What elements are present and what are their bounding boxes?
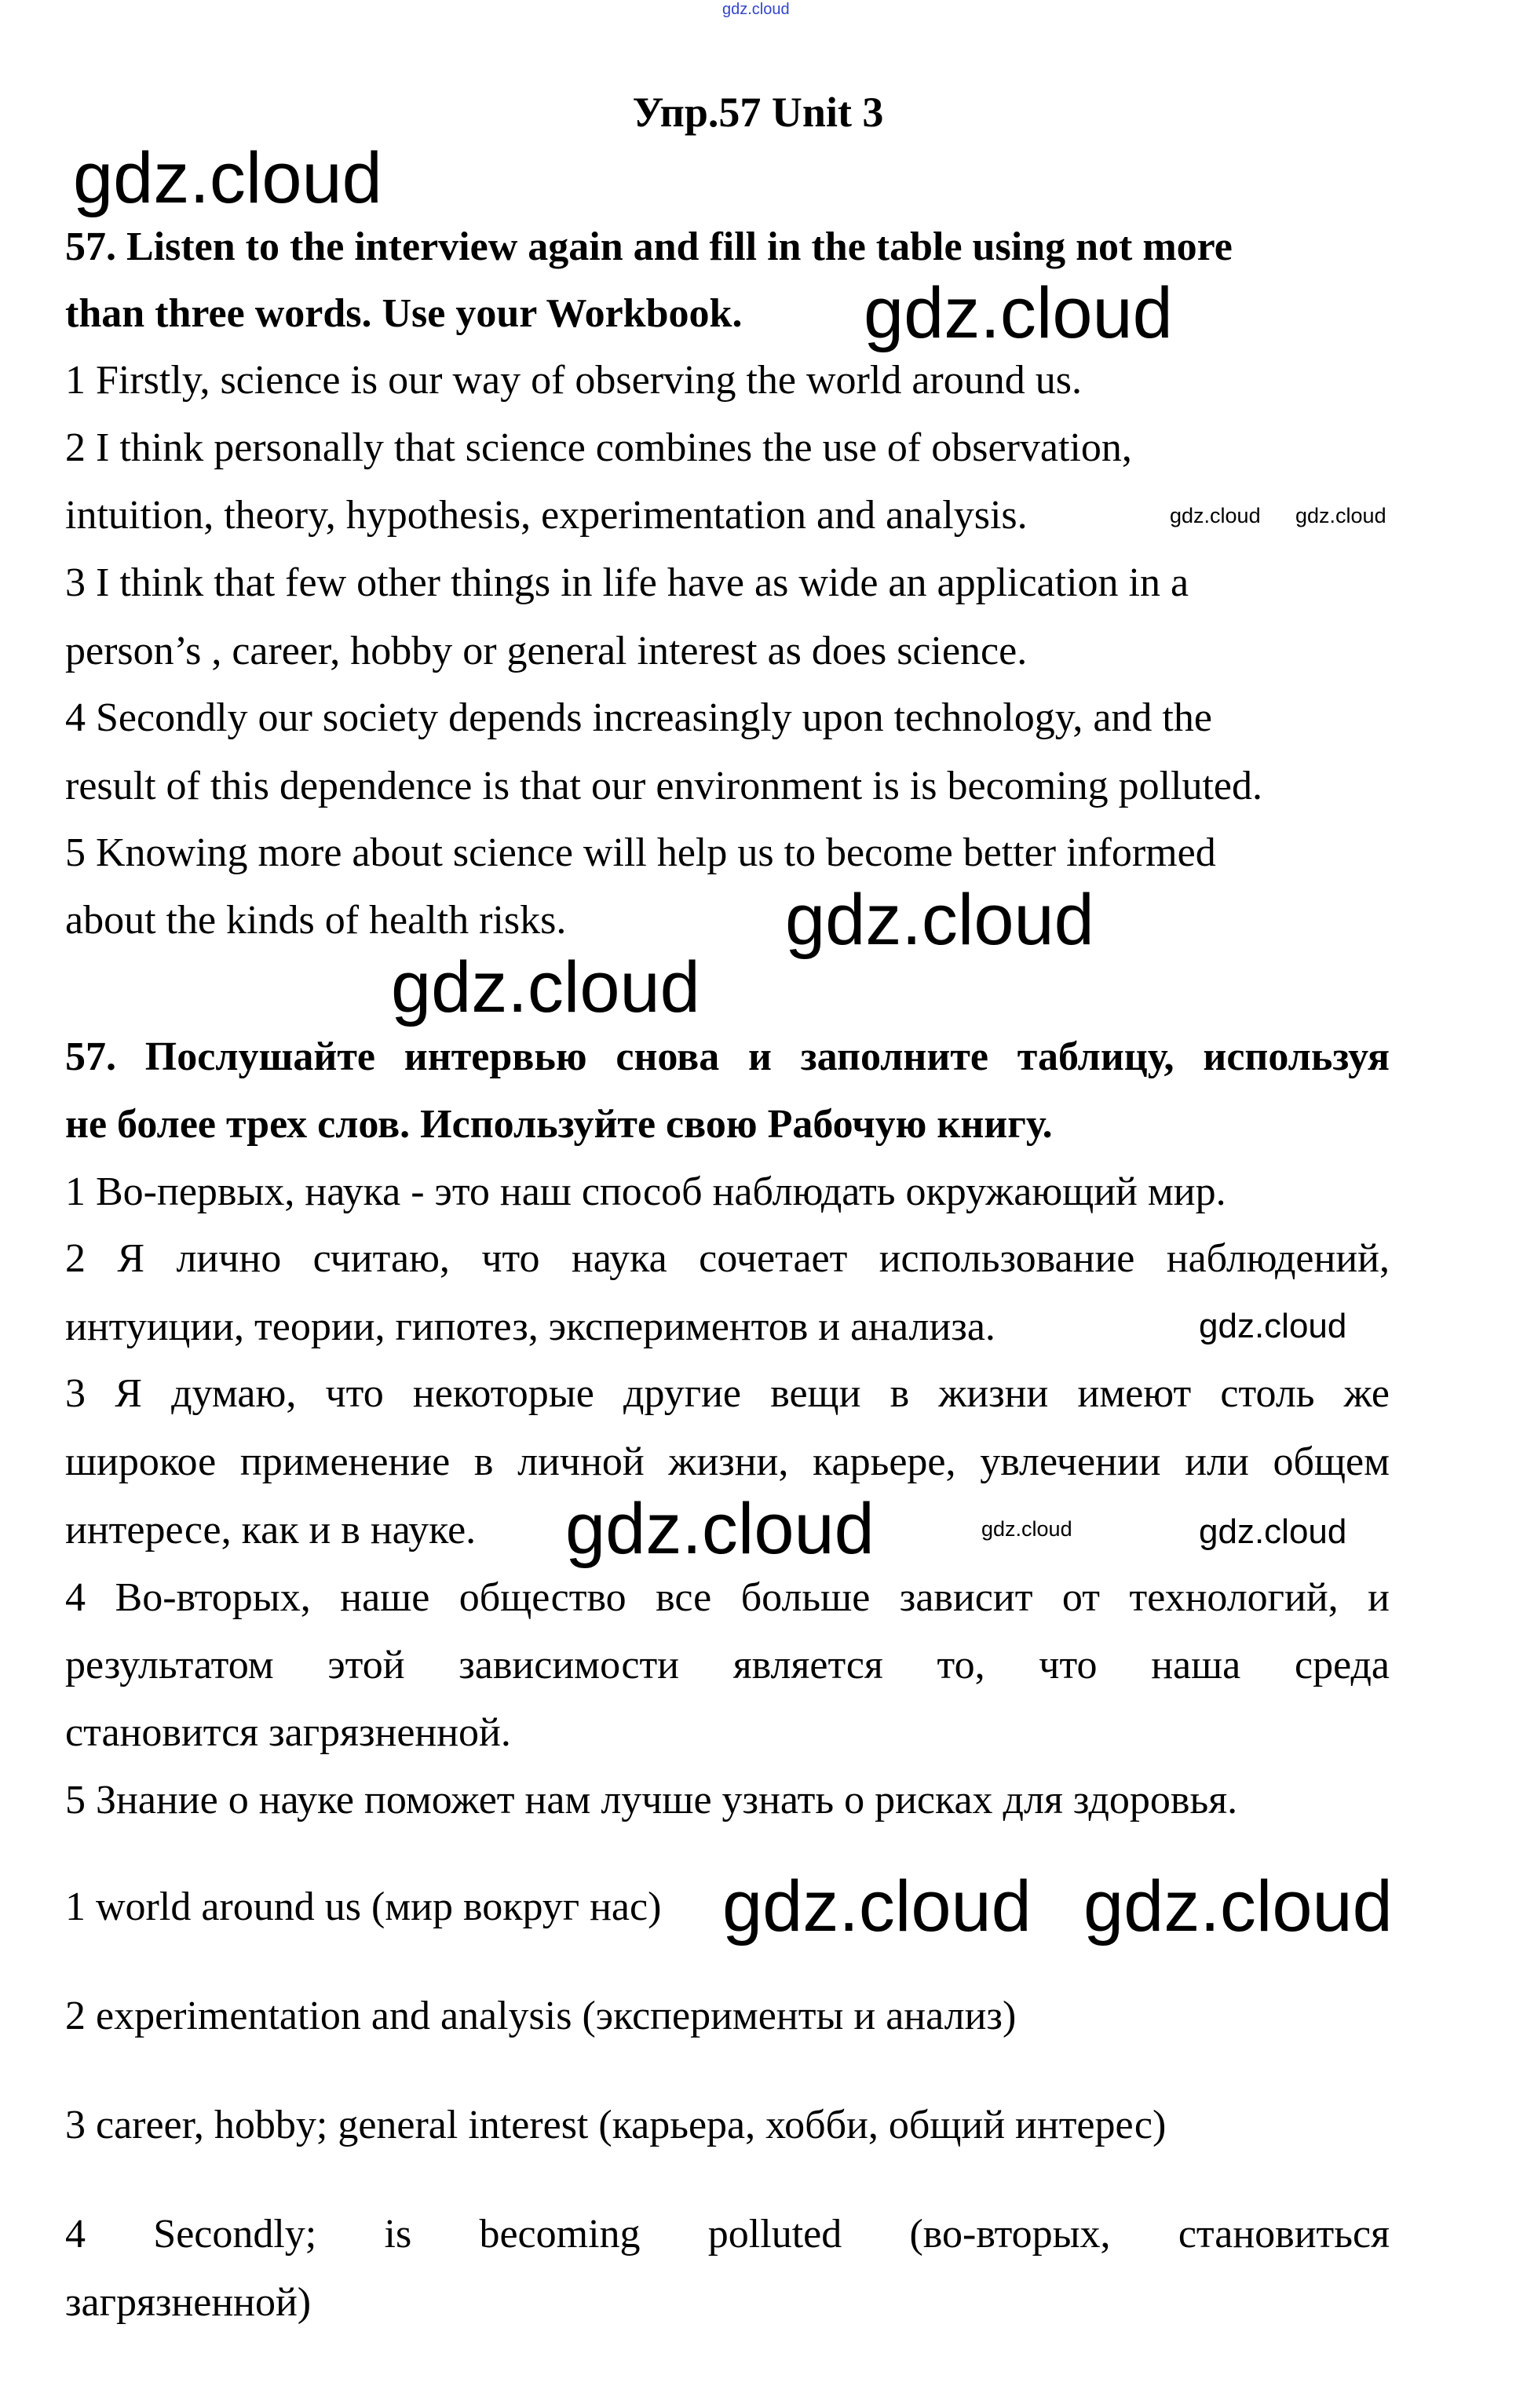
russian-line: 1 Во-первых, наука - это наш способ наблюдать окружающий мир. <box>65 1169 1226 1214</box>
watermark: gdz.cloud <box>73 138 382 218</box>
watermark: gdz.cloud <box>981 1517 1072 1541</box>
watermark: gdz.cloud <box>565 1489 875 1569</box>
russian-line: 2 Я лично считаю, что наука сочетает использование наблюдений, <box>65 1236 1390 1281</box>
answer-line: 2 experimentation and analysis (эксперименты и анализ) <box>65 1994 1017 2038</box>
russian-line: интересе, как и в науке. <box>65 1508 477 1552</box>
watermark: gdz.cloud <box>1083 1866 1393 1946</box>
russian-heading-line-1: 57. Послушайте интервью снова и заполните таблицу, используя <box>65 1034 1390 1079</box>
russian-line: широкое применение в личной жизни, карьере, увлечении или общем <box>65 1439 1390 1484</box>
english-line: 3 I think that few other things in life have as wide an application in a <box>65 560 1189 605</box>
watermark: gdz.cloud <box>1170 504 1261 527</box>
watermark: gdz.cloud <box>722 1866 1032 1946</box>
watermark: gdz.cloud <box>1199 1307 1347 1345</box>
answer-line: 3 career, hobby; general interest (карьера, хобби, общий интерес) <box>65 2103 1167 2147</box>
english-line: person’s , career, hobby or general interest as does science. <box>65 629 1028 673</box>
english-heading-line-1: 57. Listen to the interview again and fill in the table using not more <box>65 224 1233 269</box>
russian-line: 5 Знание о науке поможет нам лучше узнать о рисках для здоровья. <box>65 1778 1238 1822</box>
english-line: 1 Firstly, science is our way of observing the world around us. <box>65 358 1082 403</box>
watermark: gdz.cloud <box>864 273 1173 353</box>
answer-line: 1 world around us (мир вокруг нас) <box>65 1884 662 1929</box>
watermark: gdz.cloud <box>1295 504 1386 527</box>
english-line: 5 Knowing more about science will help us to become better informed <box>65 830 1216 875</box>
russian-line: 3 Я думаю, что некоторые другие вещи в жизни имеют столь же <box>65 1371 1390 1416</box>
page-title: Упр.57 Unit 3 <box>632 89 884 136</box>
english-heading-line-2: than three words. Use your Workbook. <box>65 291 743 336</box>
english-line: intuition, theory, hypothesis, experimentation and analysis. <box>65 493 1028 538</box>
russian-heading-line-2: не более трех слов. Используйте свою Рабочую книгу. <box>65 1102 1053 1147</box>
answer-line: загрязненной) <box>65 2280 312 2325</box>
english-line: 2 I think personally that science combines the use of observation, <box>65 425 1132 470</box>
answer-line: 4 Secondly; is becoming polluted (во-вторых, становиться <box>65 2212 1390 2257</box>
watermark: gdz.cloud <box>1199 1512 1347 1551</box>
watermark-top: gdz.cloud <box>722 1 790 18</box>
russian-line: результатом этой зависимости является то, что наша среда <box>65 1643 1390 1687</box>
watermark: gdz.cloud <box>391 947 700 1027</box>
english-line: result of this dependence is that our environment is is becoming polluted. <box>65 764 1263 808</box>
russian-line: интуиции, теории, гипотез, экспериментов и анализа. <box>65 1304 995 1349</box>
english-line: about the kinds of health risks. <box>65 898 567 943</box>
russian-line: 4 Во-вторых, наше общество все больше зависит от технологий, и <box>65 1575 1390 1620</box>
russian-line: становится загрязненной. <box>65 1710 511 1755</box>
english-line: 4 Secondly our society depends increasingly upon technology, and the <box>65 695 1212 740</box>
watermark: gdz.cloud <box>785 880 1094 960</box>
